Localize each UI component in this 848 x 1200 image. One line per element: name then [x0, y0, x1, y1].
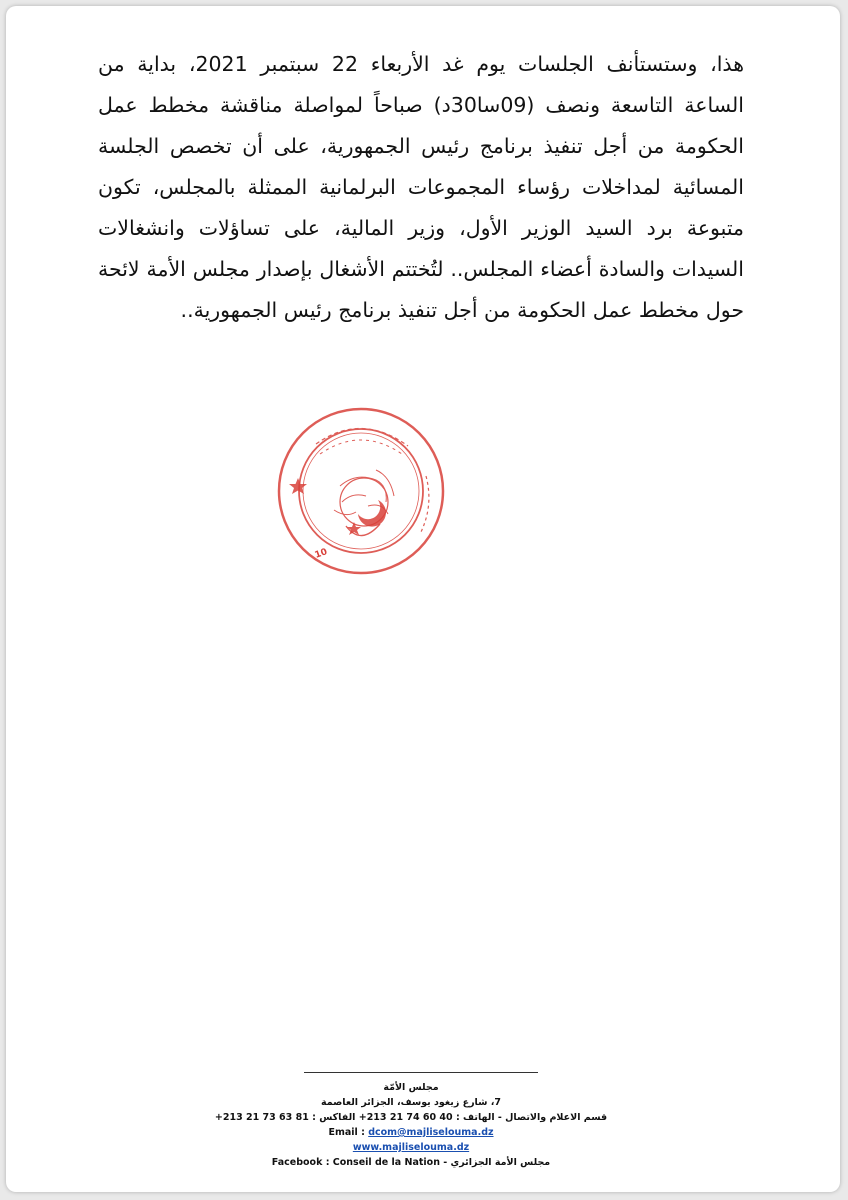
- official-seal-stamp: [276, 406, 446, 576]
- footer-phone: +213 21 74 60 40: [358, 1112, 453, 1123]
- footer-contact-line: [176, 1110, 646, 1125]
- footer-phone-label: الهاتف :: [455, 1112, 495, 1123]
- footer-org: مجلس الأمّة: [383, 1082, 439, 1093]
- document-page: [6, 6, 840, 1192]
- footer-email-label: Email :: [328, 1127, 365, 1138]
- footer-divider: [304, 1072, 538, 1073]
- footer-fax-label: الفاكس :: [312, 1112, 356, 1123]
- footer-dept: قسم الاعلام والاتصال -: [497, 1112, 608, 1123]
- footer-address: 7، شارع زيغود يوسف، الجزائر العاصمة: [320, 1097, 502, 1108]
- body-paragraph: هذا، وستستأنف الجلسات يوم غد الأربعاء 22 سبتمبر 2021، بداية من الساعة التاسعة ونصف (09سا30د) صباحاً لمواصلة مناقشة مخطط عمل الحكومة من أجل تنفيذ برنامج رئيس الجمهورية، على أن تخصص الجلسة المسائية لمداخلات رؤساء المجموعات البرلمانية الممثلة بالمجلس، تكون متبوعة برد السيد الوزير الأول، وزير المالية، على تساؤلات وانشغالات السيدات والسادة أعضاء المجلس.. لتُختتم الأشغال بإصدار مجلس الأمة لائحة حول مخطط عمل الحكومة من أجل تنفيذ برنامج رئيس الجمهورية..: [98, 52, 745, 322]
- footer-website-line: [176, 1140, 646, 1155]
- footer-facebook-line: [176, 1155, 646, 1170]
- stamp-number: 10: [313, 547, 329, 561]
- footer-fax: +213 21 73 63 81: [214, 1112, 309, 1123]
- footer-email-line: [176, 1125, 646, 1140]
- footer: [176, 1080, 646, 1170]
- footer-facebook-ar: مجلس الأمة الجزائري: [450, 1157, 551, 1168]
- footer-website-link[interactable]: www.majliselouma.dz: [352, 1142, 470, 1153]
- footer-facebook-label: Facebook : Conseil de la Nation -: [271, 1157, 448, 1168]
- footer-email-link[interactable]: dcom@majliselouma.dz: [368, 1127, 494, 1138]
- body-text: [98, 44, 744, 331]
